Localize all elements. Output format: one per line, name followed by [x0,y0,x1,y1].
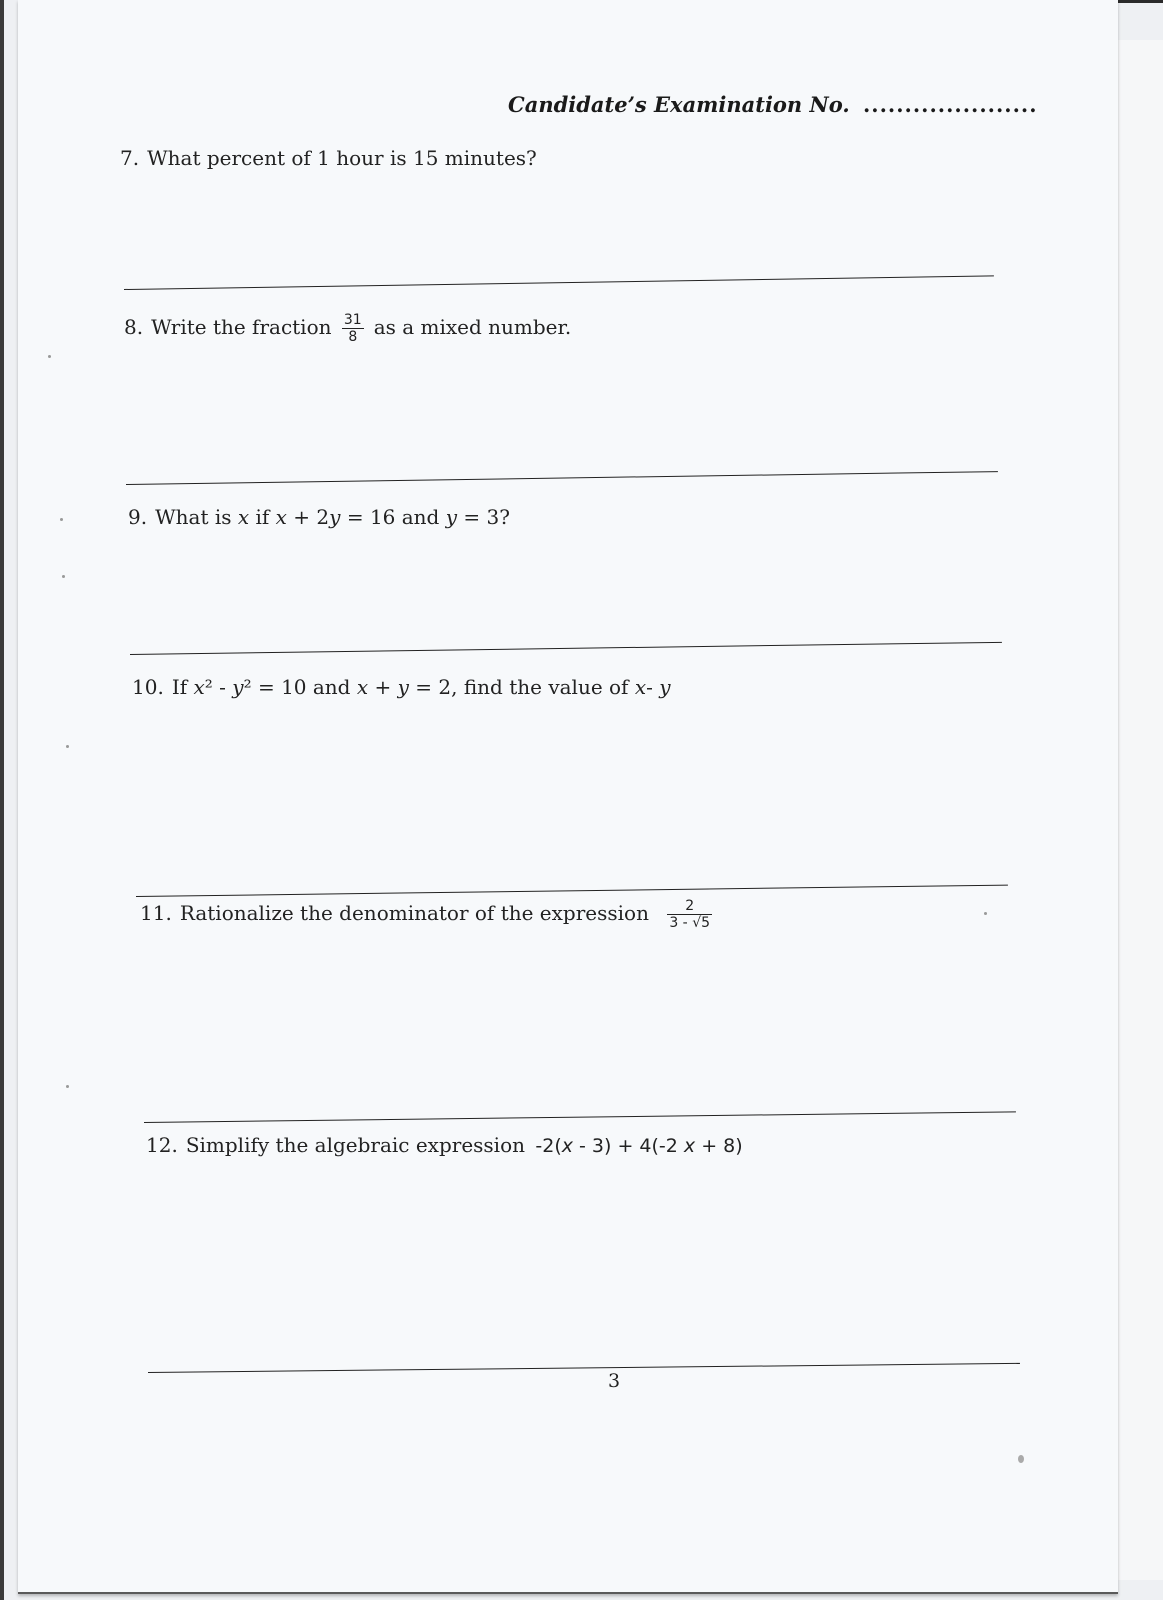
algebraic-expression [535,1135,742,1157]
question-text: What percent of 1 hour is 15 minutes? [147,146,537,170]
variable-x: x [561,1135,573,1157]
variable-y: y [232,675,244,699]
question-number: 7. [120,146,140,170]
variable-x: x [237,505,250,529]
text: + 2 [286,505,330,529]
fraction-denominator: 3 - √5 [669,915,711,932]
text: - 3) + 4(-2 [572,1135,684,1157]
answer-line-7[interactable] [124,275,994,290]
answer-line-8[interactable] [126,471,998,485]
text: ² - [204,675,233,699]
fraction-numerator: 2 [667,898,712,915]
question-text-before: Rationalize the denominator of the expression [179,901,649,926]
scan-speck [62,575,65,578]
variable-y: y [445,505,458,529]
candidate-exam-number-header [508,92,1038,117]
answer-line-12[interactable] [148,1363,1020,1373]
question-number: 10. [132,675,164,699]
variable-x: x [356,675,369,699]
variable-x: x [193,675,205,699]
question-number: 12. [146,1133,178,1157]
answer-line-10[interactable] [136,885,1008,897]
variable-y: y [397,675,409,699]
text: + 8) [695,1135,743,1157]
page-number: 3 [608,1370,621,1392]
variable-x: x [275,505,287,529]
text: -2( [535,1135,562,1157]
question-number: 11. [140,901,172,926]
variable-y: y [659,675,671,699]
question-text-before: Write the fraction [151,315,332,340]
text: If [171,675,194,699]
exam-page [18,0,1118,1594]
question-11 [140,898,722,931]
text: What is [155,505,238,529]
variable-x: x [683,1135,696,1157]
candidate-exam-number-label: Candidate’s Examination No. [508,92,850,117]
scanner-left-edge [0,0,4,1600]
scan-speck [66,745,69,748]
fraction [667,898,712,931]
question-number: 9. [128,505,148,529]
variable-y: y [329,505,341,529]
question-text-before: Simplify the algebraic expression [185,1133,526,1157]
question-9 [128,505,510,529]
text: = 2, find the value of [408,675,635,699]
scan-speck [1018,1455,1024,1463]
text: + [368,675,398,699]
fraction-denominator: 8 [348,329,358,346]
scan-speck [66,1085,69,1088]
fraction-numerator: 31 [343,312,362,328]
text: if [249,505,276,529]
answer-line-9[interactable] [130,642,1002,655]
question-10 [132,675,671,699]
fraction [342,312,364,345]
question-7 [120,146,537,170]
question-text-after: as a mixed number. [373,315,572,340]
scan-speck [48,355,51,358]
question-8 [124,312,571,345]
scan-speck [60,518,63,521]
text: - [646,675,660,699]
question-12 [146,1133,743,1157]
variable-x: x [634,675,647,699]
answer-line-11[interactable] [144,1111,1016,1123]
text: = 16 and [340,505,446,529]
scan-speck [984,912,987,915]
question-number: 8. [124,315,144,340]
candidate-exam-number-field[interactable]: ..................... [862,92,1038,117]
text: ² = 10 and [243,675,357,699]
text: = 3? [457,505,510,529]
